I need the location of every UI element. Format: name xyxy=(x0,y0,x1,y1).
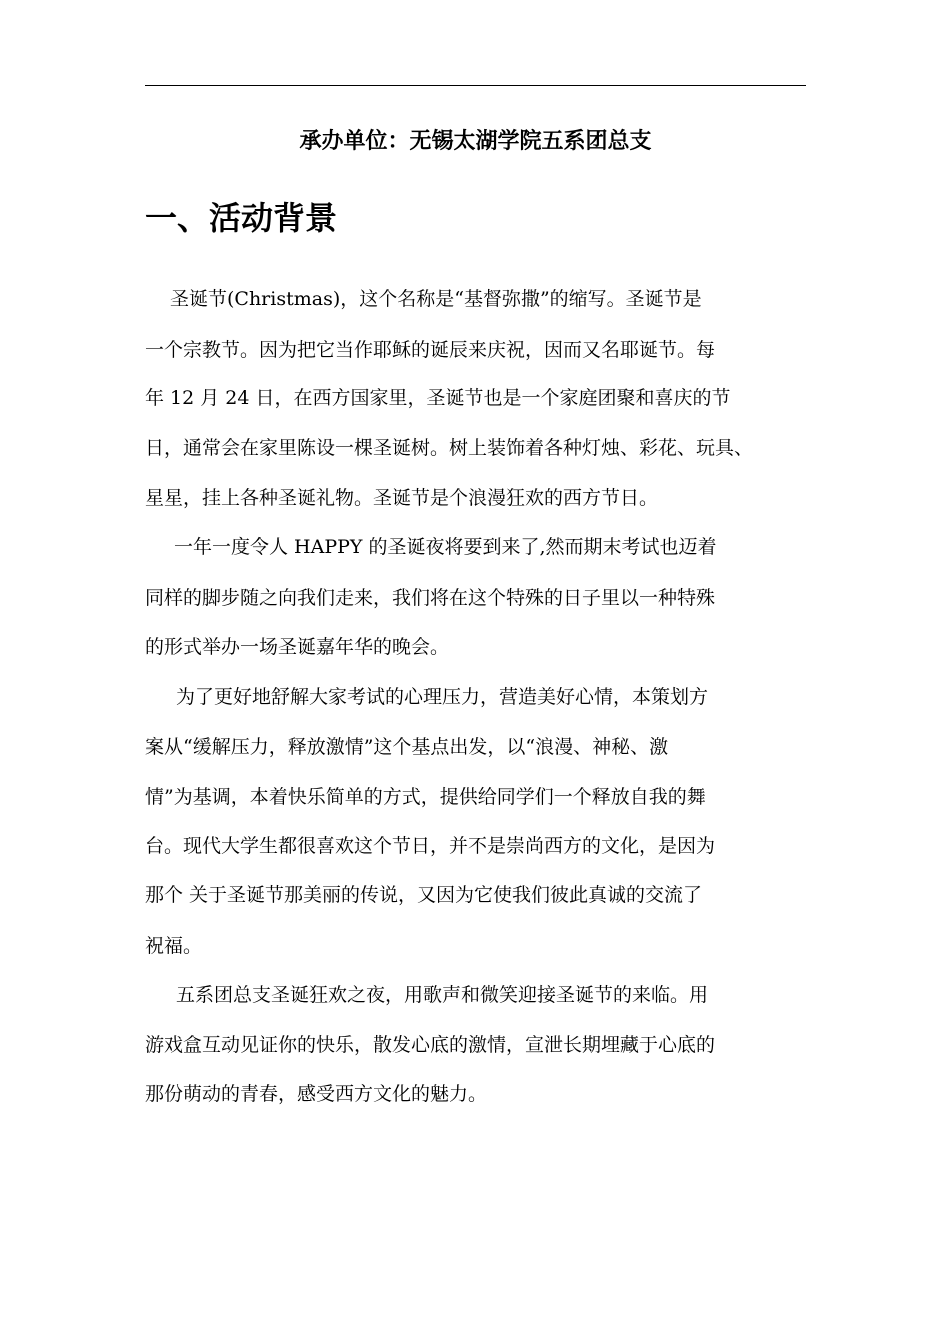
paragraph-line: 祝福。 xyxy=(145,935,203,957)
paragraph-line: 一个宗教节。因为把它当作耶稣的诞辰来庆祝，因而又名耶诞节。每 xyxy=(145,339,716,361)
paragraph-line: 星星，挂上各种圣诞礼物。圣诞节是个浪漫狂欢的西方节日。 xyxy=(145,487,659,509)
paragraph-line: 五系团总支圣诞狂欢之夜，用歌声和微笑迎接圣诞节的来临。用 xyxy=(176,984,709,1006)
header-rule xyxy=(145,85,806,86)
paragraph-line: 日，通常会在家里陈设一棵圣诞树。树上装饰着各种灯烛、彩花、玩具、 xyxy=(145,437,754,459)
paragraph-line: 那个 关于圣诞节那美丽的传说，又因为它使我们彼此真诚的交流了 xyxy=(145,884,703,906)
paragraph-line: 年 12 月 24 日，在西方国家里，圣诞节也是一个家庭团聚和喜庆的节 xyxy=(145,387,731,409)
section-heading: 一、活动背景 xyxy=(145,199,338,237)
paragraph-line: 案从“缓解压力，释放激情”这个基点出发，以“浪漫、神秘、激 xyxy=(145,736,669,758)
organizer-line: 承办单位：无锡太湖学院五系团总支 xyxy=(299,129,652,154)
paragraph-line: 一年一度令人 HAPPY 的圣诞夜将要到来了,然而期末考试也迈着 xyxy=(174,536,717,558)
paragraph-line: 为了更好地舒解大家考试的心理压力，营造美好心情，本策划方 xyxy=(176,686,709,708)
paragraph-line: 游戏盒互动见证你的快乐，散发心底的激情，宣泄长期埋藏于心底的 xyxy=(145,1034,716,1056)
paragraph-line: 的形式举办一场圣诞嘉年华的晚会。 xyxy=(145,636,450,658)
paragraph-line: 情”为基调，本着快乐简单的方式，提供给同学们一个释放自我的舞 xyxy=(145,786,706,808)
paragraph-line: 圣诞节(Christmas)，这个名称是“基督弥撒”的缩写。圣诞节是 xyxy=(170,288,702,310)
paragraph-line: 那份萌动的青春，感受西方文化的魅力。 xyxy=(145,1083,488,1105)
paragraph-line: 台。现代大学生都很喜欢这个节日，并不是崇尚西方的文化，是因为 xyxy=(145,835,716,857)
paragraph-line: 同样的脚步随之向我们走来，我们将在这个特殊的日子里以一种特殊 xyxy=(145,587,716,609)
